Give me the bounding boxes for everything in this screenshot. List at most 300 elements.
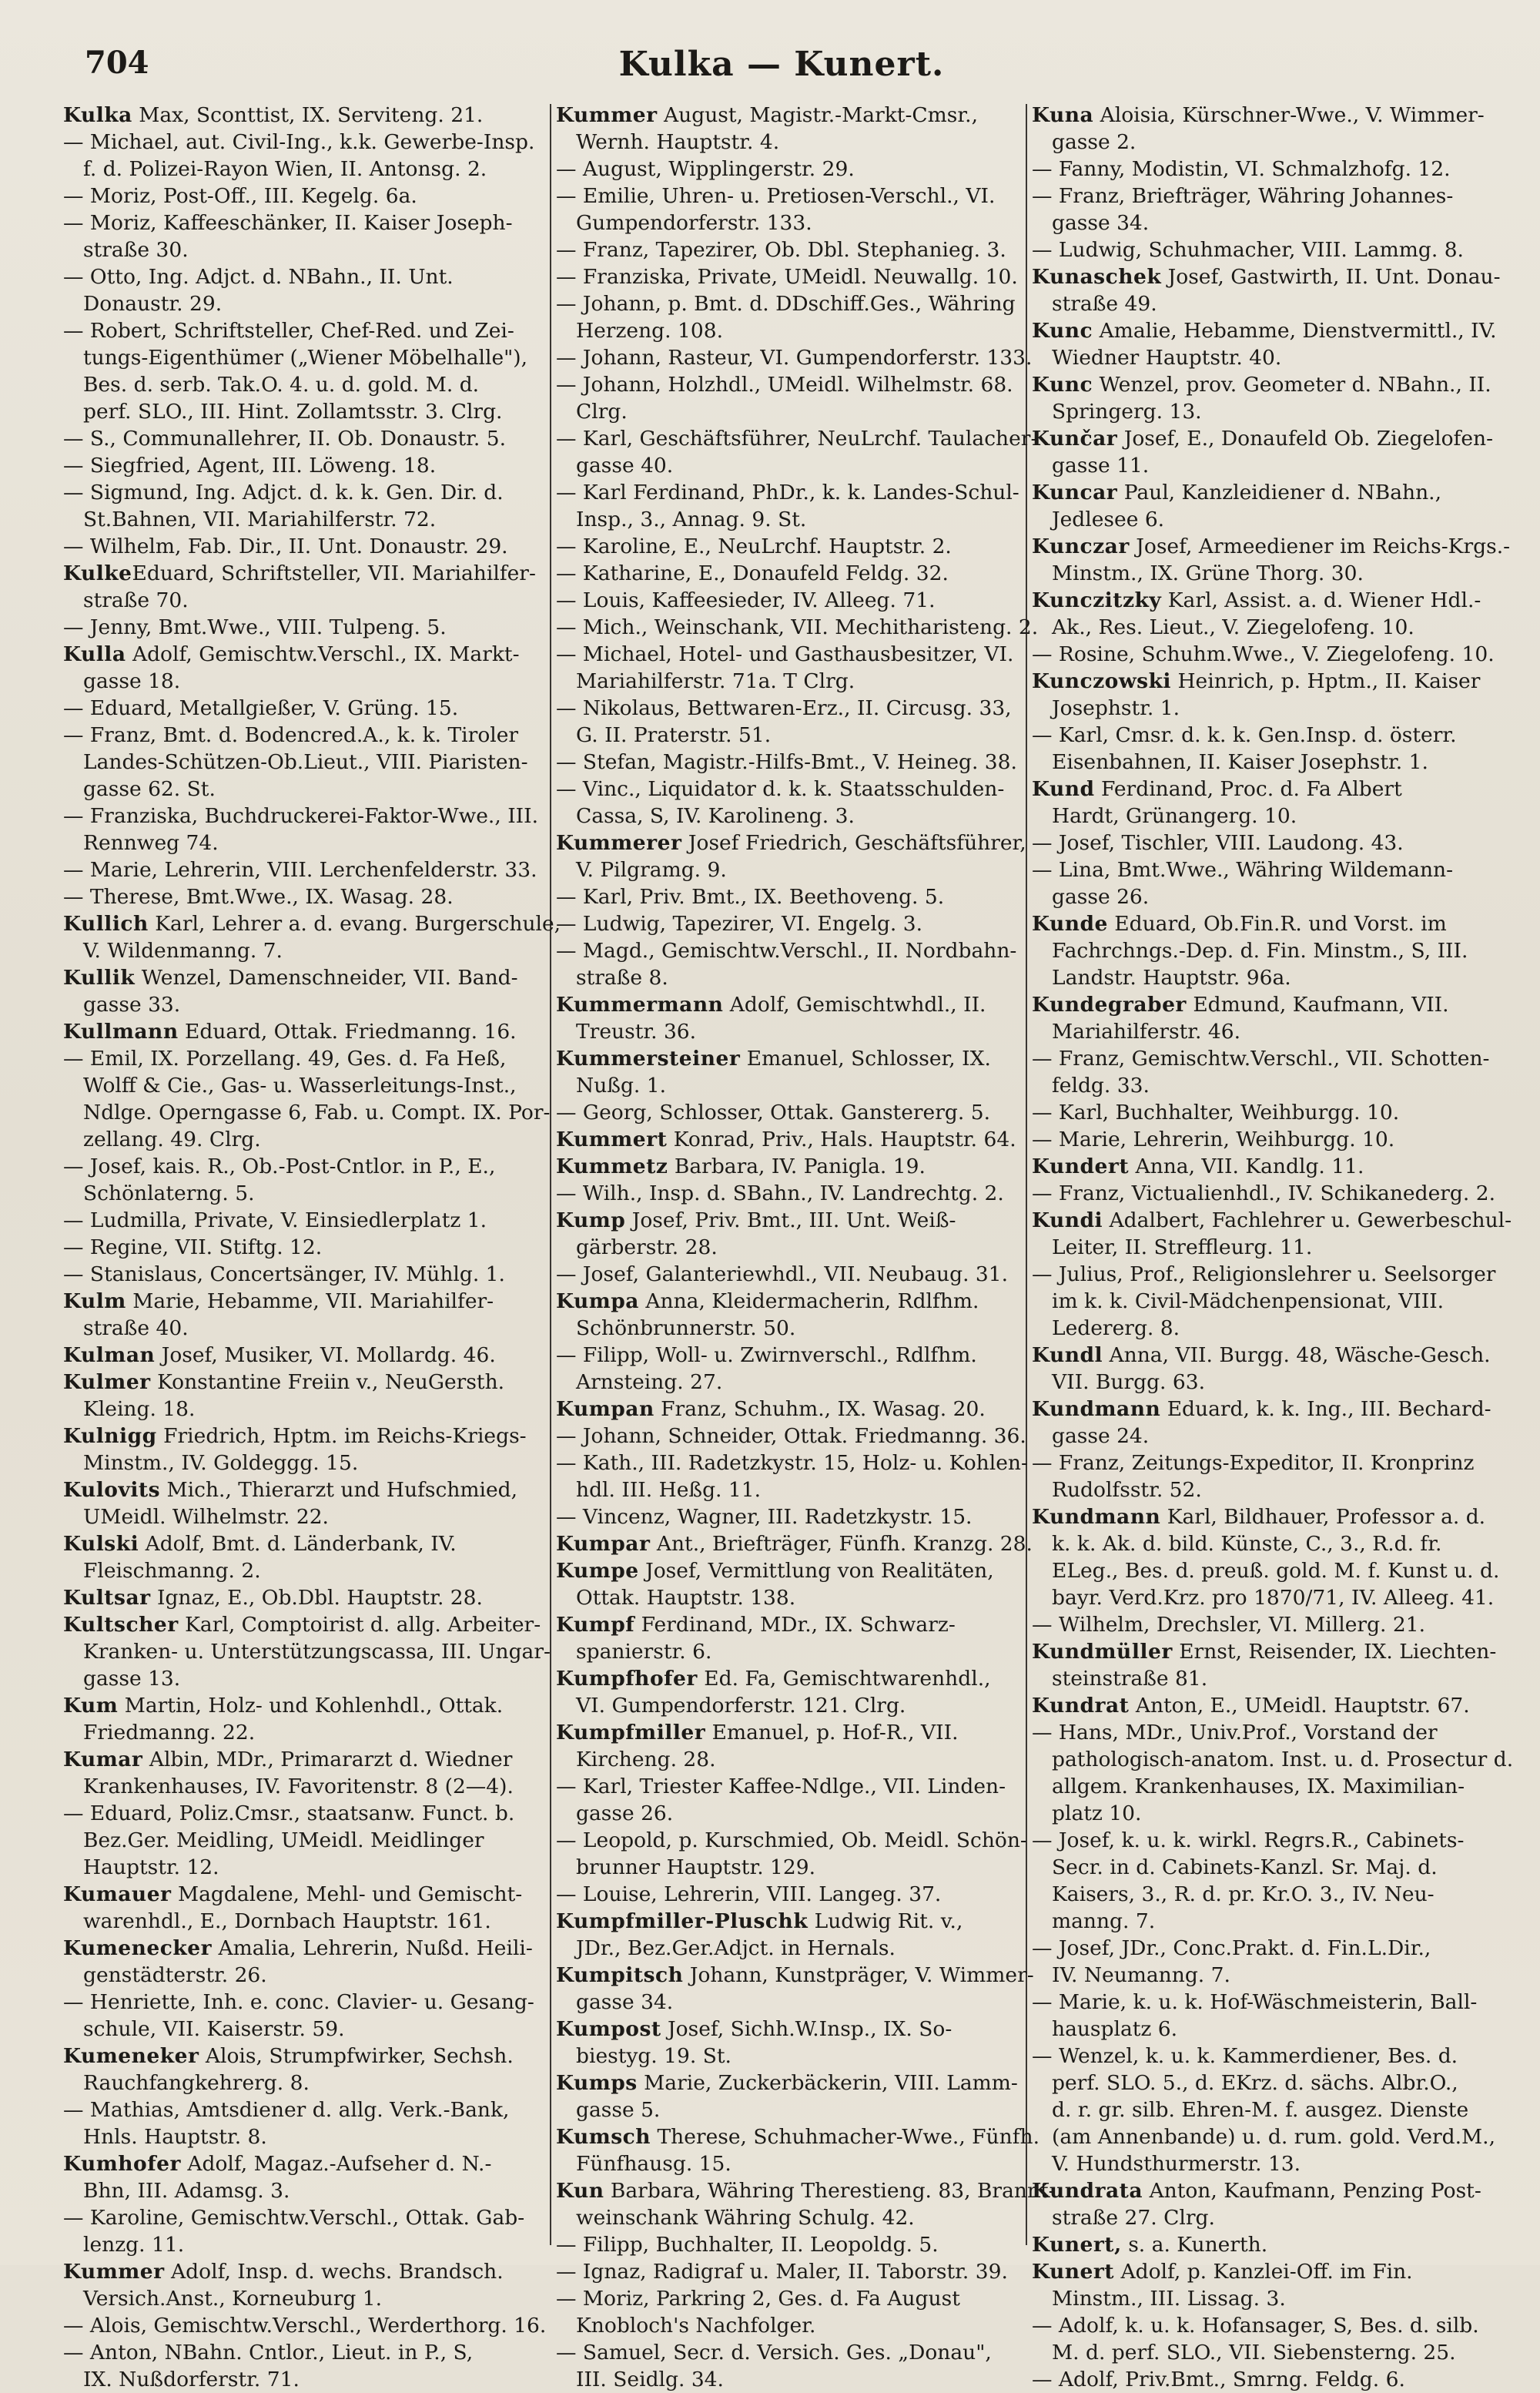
entry-surname: Kumpost [556,2017,661,2041]
directory-entry-line [556,533,1022,560]
entry-text: Kaisers, 3., R. d. pr. Kr.O. 3., IV. Neu- [1052,1882,1435,1906]
directory-entry-line [1032,856,1518,883]
directory-entry-head [63,1881,545,1908]
entry-surname: Kundmüller [1032,1640,1173,1664]
directory-entry-line [556,156,1022,183]
entry-text: Friedmanng. 22. [83,1721,256,1744]
directory-entry-line [63,749,545,776]
directory-entry-line [63,1072,545,1099]
directory-entry-head [1032,263,1518,290]
entry-text: — Josef, Galanteriewhdl., VII. Neubaug. 31. [556,1262,1009,1286]
entry-text: — Leopold, p. Kurschmied, Ob. Meidl. Schön- [556,1828,1027,1852]
directory-entry-head [556,1908,1022,1935]
entry-text: Therese, Schuhmacher-Wwe., Fünfh. [651,2125,1040,2149]
entry-surname: Kummer [63,2260,165,2284]
directory-entry-head [63,560,545,587]
directory-entry-line [556,2339,1022,2366]
entry-text: IX. Nußdorferstr. 71. [83,2368,300,2391]
entry-text: Johann, Kunstpräger, V. Wimmer- [683,1963,1034,1987]
entry-text: — Anton, NBahn. Cntlor., Lieut. in P., S, [63,2341,474,2365]
directory-entry-head [556,1665,1022,1692]
directory-entry-line [63,668,545,695]
directory-entry-line [63,263,545,290]
entry-surname: Kump [556,1208,626,1232]
entry-text: Arnsteing. 27. [576,1370,723,1394]
entry-text: — Johann, p. Bmt. d. DDschiff.Ges., Währing [556,292,1016,316]
entry-text: — Regine, VII. Stiftg. 12. [63,1235,323,1259]
entry-text: Secr. in d. Cabinets-Kanzl. Sr. Maj. d. [1052,1855,1438,1879]
directory-entry-line [1032,1800,1518,1827]
directory-entry-head [63,1018,545,1045]
directory-entry-line [556,479,1022,506]
directory-entry-line [556,1800,1022,1827]
directory-entry-line [1032,2339,1518,2366]
directory-entry-line [1032,1099,1518,1126]
entry-text: — Karoline, E., NeuLrchf. Hauptstr. 2. [556,535,952,558]
directory-entry-head [1032,1396,1518,1423]
directory-entry-head [556,1153,1022,1180]
entry-text: gasse 62. St. [83,777,216,801]
directory-entry-line [556,452,1022,479]
entry-text: straße 30. [83,238,189,262]
directory-entry-head [63,910,561,937]
entry-text: — Emil, IX. Porzellang. 49, Ges. d. Fa Heß, [63,1047,507,1071]
entry-text: bayr. Verd.Krz. pro 1870/71, IV. Alleeg. 41. [1052,1586,1495,1610]
entry-text: Ak., Res. Lieut., V. Ziegelofeng. 10. [1052,615,1414,639]
directory-entry-head [1032,2258,1518,2285]
entry-text: Magdalene, Mehl- und Gemischt- [171,1882,523,1906]
entry-surname: Kumpf [556,1613,635,1637]
entry-text: — Johann, Holzhdl., UMeidl. Wilhelmstr. 68. [556,373,1013,397]
entry-text: — Otto, Ing. Adjct. d. NBahn., II. Unt. [63,265,454,289]
directory-entry-line [556,263,1022,290]
entry-text: St.Bahnen, VII. Mariahilferstr. 72. [83,508,437,531]
entry-text: Konrad, Priv., Hals. Hauptstr. 64. [667,1128,1016,1151]
entry-text: — Jenny, Bmt.Wwe., VIII. Tulpeng. 5. [63,615,447,639]
entry-surname: Kummetz [556,1155,668,1178]
entry-text: Josef Friedrich, Geschäftsführer, [681,831,1026,855]
entry-text: Ferdinand, Proc. d. Fa Albert [1094,777,1402,801]
directory-entry-line [1032,344,1518,371]
entry-text: ELeg., Bes. d. preuß. gold. M. f. Kunst u. d. [1052,1559,1500,1583]
directory-entry-line [1032,803,1518,830]
directory-entry-line [556,856,1022,883]
entry-text: — Georg, Schlosser, Ottak. Ganstererg. 5. [556,1101,990,1124]
directory-entry-line [1032,2096,1518,2123]
entry-text: — Ludwig, Schuhmacher, VIII. Lammg. 8. [1032,238,1464,262]
entry-text: Adolf, p. Kanzlei-Off. im Fin. [1114,2260,1413,2284]
directory-entry-line [556,1881,1022,1908]
entry-text: — Karl, Cmsr. d. k. k. Gen.Insp. d. österr. [1032,723,1457,747]
directory-entry-line [1032,398,1518,425]
entry-text: — Karl, Geschäftsführer, NeuLrchf. Taulacher- [556,427,1038,451]
entry-text: Nußg. 1. [576,1074,667,1098]
entry-text: Anton, Kaufmann, Penzing Post- [1143,2179,1481,2203]
entry-text: Barbara, Währing Therestieng. 83, Brannt- [604,2179,1056,2203]
entry-text: Rennweg 74. [83,831,219,855]
directory-entry-line [556,1773,1022,1800]
directory-entry-line [1032,560,1518,587]
entry-text: straße 49. [1052,292,1157,316]
directory-entry-line [63,991,545,1018]
directory-entry-line [63,803,545,830]
directory-entry-line [63,236,545,263]
entry-text: Josef, Priv. Bmt., III. Unt. Weiß- [625,1208,956,1232]
entry-surname: Kullik [63,966,136,990]
entry-text: — Vinc., Liquidator d. k. k. Staatsschulden- [556,777,1005,801]
directory-entry-head [556,991,1022,1018]
entry-text: — Josef, JDr., Conc.Prakt. d. Fin.L.Dir., [1032,1936,1431,1960]
entry-text: M. d. perf. SLO., VII. Siebensterng. 25. [1052,2341,1456,2365]
entry-text: Leiter, II. Streffleurg. 11. [1052,1235,1313,1259]
entry-surname: Kunczowski [1032,669,1172,693]
entry-text: Adolf, Magaz.-Aufseher d. N.- [180,2152,492,2176]
entry-text: Eduard, Ottak. Friedmanng. 16. [178,1020,517,1044]
entry-text: — Henriette, Inh. e. conc. Clavier- u. Gesang- [63,1990,534,2014]
directory-entry-line [556,1827,1027,1854]
entry-text: Treustr. 36. [576,1020,697,1044]
entry-text: Minstm., IV. Goldeggg. 15. [83,1451,359,1475]
directory-entry-line [556,1315,1022,1342]
directory-entry-line [556,1746,1022,1773]
entry-surname: Kund [1032,777,1095,801]
directory-entry-line [63,1827,545,1854]
entry-text: Anton, E., UMeidl. Hauptstr. 67. [1129,1694,1470,1718]
entry-text: — Franz, Zeitungs-Expeditor, II. Kronprinz [1032,1451,1475,1475]
directory-entry-line [556,2150,1022,2177]
directory-entry-line [1032,1746,1518,1773]
directory-entry-head [63,1369,545,1396]
entry-text: Ed. Fa, Gemischtwarenhdl., [697,1667,991,1691]
entry-surname: Kunczar [1032,535,1130,558]
directory-entry-line [63,452,545,479]
directory-entry-line [556,506,1022,533]
entry-text: im k. k. Civil-Mädchenpensionat, VIII. [1052,1289,1445,1313]
entry-text: Eisenbahnen, II. Kaiser Josephstr. 1. [1052,750,1428,774]
entry-text: gasse 24. [1052,1424,1150,1448]
column-divider [1026,104,1027,2245]
directory-entry-line [1032,1126,1518,1153]
entry-surname: Kumsch [556,2125,651,2149]
directory-entry-line [1032,1045,1518,1072]
directory-entry-head [63,1692,545,1719]
entry-text: Knobloch's Nachfolger. [576,2314,816,2338]
entry-text: — Franziska, Buchdruckerei-Faktor-Wwe., III. [63,804,539,828]
entry-text: Josef, Musiker, VI. Mollardg. 46. [155,1343,496,1367]
entry-text: Alois, Strumpfwirker, Sechsh. [199,2044,514,2068]
directory-entry-head [1032,533,1518,560]
directory-entry-head [1032,910,1518,937]
entry-text: Max, Sconttist, IX. Serviteng. 21. [132,103,484,127]
directory-entry-line [556,1018,1022,1045]
entry-text: feldg. 33. [1052,1074,1150,1098]
directory-entry-head [1032,1692,1518,1719]
directory-entry-line [556,749,1022,776]
entry-text: — Ignaz, Radigraf u. Maler, II. Taborstr. 39. [556,2260,1008,2284]
directory-entry-line [1032,236,1518,263]
entry-text: Amalia, Lehrerin, Nußd. Heili- [212,1936,533,1960]
entry-text: — Katharine, E., Donaufeld Feldg. 32. [556,561,949,585]
directory-entry-line [1032,2204,1518,2231]
entry-text: k. k. Ak. d. bild. Künste, C., 3., R.d. fr. [1052,1532,1442,1556]
directory-entry-line [556,803,1022,830]
directory-entry-head [63,1342,545,1369]
directory-entry-line [556,1584,1022,1611]
entry-text: f. d. Polizei-Rayon Wien, II. Antonsg. 2. [83,157,487,181]
directory-entry-head [1032,102,1518,129]
entry-text: III. Seidlg. 34. [576,2368,724,2391]
entry-text: G. II. Praterstr. 51. [576,723,772,747]
directory-entry-head [63,2043,545,2070]
entry-text: Ignaz, E., Ob.Dbl. Hauptstr. 28. [150,1586,483,1610]
directory-entry-head [1032,1207,1518,1234]
directory-entry-line [556,1638,1022,1665]
directory-entry-line [1032,506,1518,533]
directory-entry-line [556,2258,1022,2285]
directory-entry-line [1032,1962,1518,1989]
page-number: 704 [85,45,149,81]
entry-text: — Louis, Kaffeesieder, IV. Alleeg. 71. [556,588,936,612]
directory-entry-line [556,2312,1022,2339]
entry-surname: Kunc [1032,319,1093,343]
directory-entry-line [556,2366,1022,2393]
directory-entry-line [1032,1450,1518,1476]
directory-entry-line [1032,2312,1518,2339]
entry-text: — Eduard, Poliz.Cmsr., staatsanw. Funct. b. [63,1801,515,1825]
directory-entry-head [63,102,545,129]
entry-text: — Johann, Rasteur, VI. Gumpendorferstr. 133. [556,346,1033,370]
entry-text: weinschank Währing Schulg. 42. [576,2206,915,2230]
entry-text: Ottak. Hauptstr. 138. [576,1586,796,1610]
directory-column-middle [556,102,1056,2391]
directory-entry-head [556,2177,1056,2204]
directory-entry-line [63,1450,545,1476]
directory-entry-line [63,1665,545,1692]
entry-text: Emanuel, p. Hof-R., VII. [705,1721,959,1744]
entry-text: Mariahilferstr. 46. [1052,1020,1241,1044]
directory-entry-head [556,830,1026,856]
directory-entry-line [556,668,1022,695]
entry-text: gasse 33. [83,993,181,1017]
entry-text: Wenzel, Damenschneider, VII. Band- [135,966,518,990]
directory-entry-line [63,183,545,209]
entry-text: Cassa, S, IV. Karolineng. 3. [576,804,855,828]
directory-entry-line [556,1072,1022,1099]
directory-entry-line [1032,1908,1518,1935]
entry-text: — Mathias, Amtsdiener d. allg. Verk.-Bank, [63,2098,510,2122]
directory-entry-line [63,1800,545,1827]
directory-entry-line [63,2123,545,2150]
directory-entry-line [63,2096,545,2123]
entry-text: Josephstr. 1. [1052,696,1180,720]
entry-surname: Kulka [63,103,132,127]
entry-surname: Kumpar [556,1532,651,1556]
entry-text: — Karl, Triester Kaffee-Ndlge., VII. Linden- [556,1775,1006,1798]
entry-text: — Therese, Bmt.Wwe., IX. Wasag. 28. [63,885,454,909]
entry-surname: Kummersteiner [556,1047,741,1071]
directory-entry-head [556,102,1022,129]
entry-text: Landstr. Hauptstr. 96a. [1052,966,1291,990]
directory-entry-line [1032,1611,1518,1638]
entry-text: — Mich., Weinschank, VII. Mechitharisteng. 2. [556,615,1039,639]
entry-text: Minstm., IX. Grüne Thorg. 30. [1052,561,1364,585]
entry-text: — Eduard, Metallgießer, V. Grüng. 15. [63,696,459,720]
entry-text: warenhdl., E., Dornbach Hauptstr. 161. [83,1909,491,1933]
directory-entry-head [556,1557,1022,1584]
entry-surname: Kullmann [63,1020,179,1044]
entry-text: Heinrich, p. Hptm., II. Kaiser [1171,669,1481,693]
entry-text: Herzeng. 108. [576,319,723,343]
entry-text: zellang. 49. Clrg. [83,1128,261,1151]
entry-text: Adalbert, Fachlehrer u. Gewerbeschul- [1103,1208,1512,1232]
directory-entry-line [1032,695,1518,722]
entry-text: Konstantine Freiin v., NeuGersth. [150,1370,505,1394]
entry-text: — August, Wipplingerstr. 29. [556,157,855,181]
entry-text: — Franz, Briefträger, Währing Johannes- [1032,184,1454,208]
directory-entry-line [556,344,1033,371]
entry-text: — Franz, Gemischtw.Verschl., VII. Schotten- [1032,1047,1490,1071]
entry-surname: Kulla [63,642,126,666]
entry-text: Hauptstr. 12. [83,1855,219,1879]
entry-text: biestyg. 19. St. [576,2044,732,2068]
directory-entry-line [556,910,1022,937]
directory-entry-line [63,1153,545,1180]
directory-entry-line [556,695,1022,722]
page-header [85,45,1478,99]
directory-entry-line [1032,1180,1518,1207]
directory-entry-line [63,290,545,317]
entry-text: — Rosine, Schuhm.Wwe., V. Ziegelofeng. 10. [1032,642,1495,666]
entry-text: Bhn, III. Adamsg. 3. [83,2179,290,2203]
entry-text: Ferdinand, MDr., IX. Schwarz- [634,1613,956,1637]
entry-text: tungs-Eigenthümer („Wiener Möbelhalle"), [83,346,528,370]
entry-surname: Kunčar [1032,427,1118,451]
directory-entry-line [63,1234,545,1261]
directory-entry-head [63,1746,545,1773]
directory-entry-head [1032,2231,1518,2258]
entry-text: Minstm., III. Lissag. 3. [1052,2287,1286,2311]
entry-text: — Lina, Bmt.Wwe., Währing Wildemann- [1032,858,1454,882]
directory-entry-line [556,2204,1022,2231]
entry-text: — Louise, Lehrerin, VIII. Langeg. 37. [556,1882,942,1906]
directory-entry-line [556,776,1022,803]
directory-entry-head [1032,317,1518,344]
entry-surname: Kumeneker [63,2044,199,2068]
entry-text: Fachrchngs.-Dep. d. Fin. Minstm., S, III. [1052,939,1468,963]
entry-surname: Kundmann [1032,1505,1161,1529]
directory-entry-line [556,2043,1022,2070]
directory-entry-line [63,156,545,183]
entry-text: Marie, Hebamme, VII. Mariahilfer- [126,1289,494,1313]
entry-text: genstädterstr. 26. [83,1963,267,1987]
entry-surname: Kun [556,2179,604,2203]
entry-text: — Moriz, Post-Off., III. Kegelg. 6a. [63,184,417,208]
entry-surname: Kundl [1032,1343,1103,1367]
directory-entry-line [1032,183,1518,209]
entry-text: Insp., 3., Annag. 9. St. [576,508,807,531]
entry-text: Anna, VII. Burgg. 48, Wäsche-Gesch. [1103,1343,1491,1367]
entry-text: Eduard, k. k. Ing., III. Bechard- [1160,1397,1491,1421]
entry-text: — Franziska, Private, UMeidl. Neuwallg. 10. [556,265,1018,289]
directory-entry-line [556,1234,1022,1261]
directory-entry-line [1032,883,1518,910]
entry-text: Krankenhauses, IV. Favoritenstr. 8 (2—4). [83,1775,514,1798]
directory-column-right [1032,102,1518,2391]
entry-text: — Marie, Lehrerin, Weihburgg. 10. [1032,1128,1395,1151]
directory-entry-line [1032,1261,1518,1288]
entry-text: brunner Hauptstr. 129. [576,1855,816,1879]
directory-entry-line [556,1989,1022,2016]
entry-text: — Wilh., Insp. d. SBahn., IV. Landrechtg. 2. [556,1181,1004,1205]
entry-surname: Kumenecker [63,1936,213,1960]
entry-text: Josef, Gastwirth, II. Unt. Donau- [1161,265,1501,289]
entry-text: Bez.Ger. Meidling, UMeidl. Meidlinger [83,1828,484,1852]
entry-surname: Kummerer [556,831,682,855]
entry-text: — Alois, Gemischtw.Verschl., Werderthorg. 16. [63,2314,547,2338]
entry-text: VII. Burgg. 63. [1052,1370,1206,1394]
entry-text: Karl, Bildhauer, Professor a. d. [1160,1505,1486,1529]
directory-entry-line [556,1261,1022,1288]
directory-entry-line [1032,1557,1518,1584]
directory-entry-head [556,1045,1022,1072]
directory-entry-head [63,2150,545,2177]
entry-text: Ledererg. 8. [1052,1316,1180,1340]
directory-entry-line [63,937,545,964]
entry-text: Barbara, IV. Panigla. 19. [668,1155,926,1178]
entry-text: gasse 5. [576,2098,661,2122]
entry-text: Wiedner Hauptstr. 40. [1052,346,1282,370]
entry-text: Adolf, Gemischtw.Verschl., IX. Markt- [126,642,520,666]
entry-text: perf. SLO., III. Hint. Zollamtsstr. 3. Clrg. [83,400,503,424]
running-title: Kulka — Kunert. [618,45,945,84]
entry-text: Springerg. 13. [1052,400,1202,424]
directory-entry-line [556,2096,1022,2123]
directory-entry-line [63,2339,545,2366]
directory-entry-line [1032,1288,1518,1315]
directory-entry-line [63,1207,545,1234]
directory-entry-line [1032,2070,1518,2096]
entry-text: — Hans, MDr., Univ.Prof., Vorstand der [1032,1721,1438,1744]
directory-entry-line [63,533,545,560]
entry-text: — Ludwig, Tapezirer, VI. Engelg. 3. [556,912,923,936]
entry-surname: Kultsar [63,1586,151,1610]
directory-entry-line [556,290,1022,317]
directory-entry-line [63,2070,545,2096]
entry-text: Anna, VII. Kandlg. 11. [1129,1155,1364,1178]
entry-text: — Kath., III. Radetzkystr. 15, Holz- u. Kohlen- [556,1451,1028,1475]
entry-surname: Kullich [63,912,149,936]
directory-entry-line [63,479,545,506]
directory-entry-line [556,2285,1022,2312]
entry-text: IV. Neumanng. 7. [1052,1963,1230,1987]
directory-entry-line [63,344,545,371]
entry-text: — Fanny, Modistin, VI. Schmalzhofg. 12. [1032,157,1451,181]
entry-surname: Kumar [63,1748,143,1771]
entry-text: Mariahilferstr. 71a. T Clrg. [576,669,855,693]
directory-entry-head [556,2016,1022,2043]
directory-entry-line [63,1261,545,1288]
directory-entry-line [63,209,545,236]
entry-surname: Kunaschek [1032,265,1162,289]
directory-entry-line [556,1935,1022,1962]
entry-text: Ernst, Reisender, IX. Liechten- [1172,1640,1497,1664]
directory-entry-line [1032,156,1518,183]
directory-entry-line [63,1719,545,1746]
entry-text: — Ludmilla, Private, V. Einsiedlerplatz 1. [63,1208,487,1232]
entry-surname: Kummert [556,1128,668,1151]
entry-text: Rudolfsstr. 52. [1052,1478,1202,1502]
directory-entry-line [1032,452,1518,479]
